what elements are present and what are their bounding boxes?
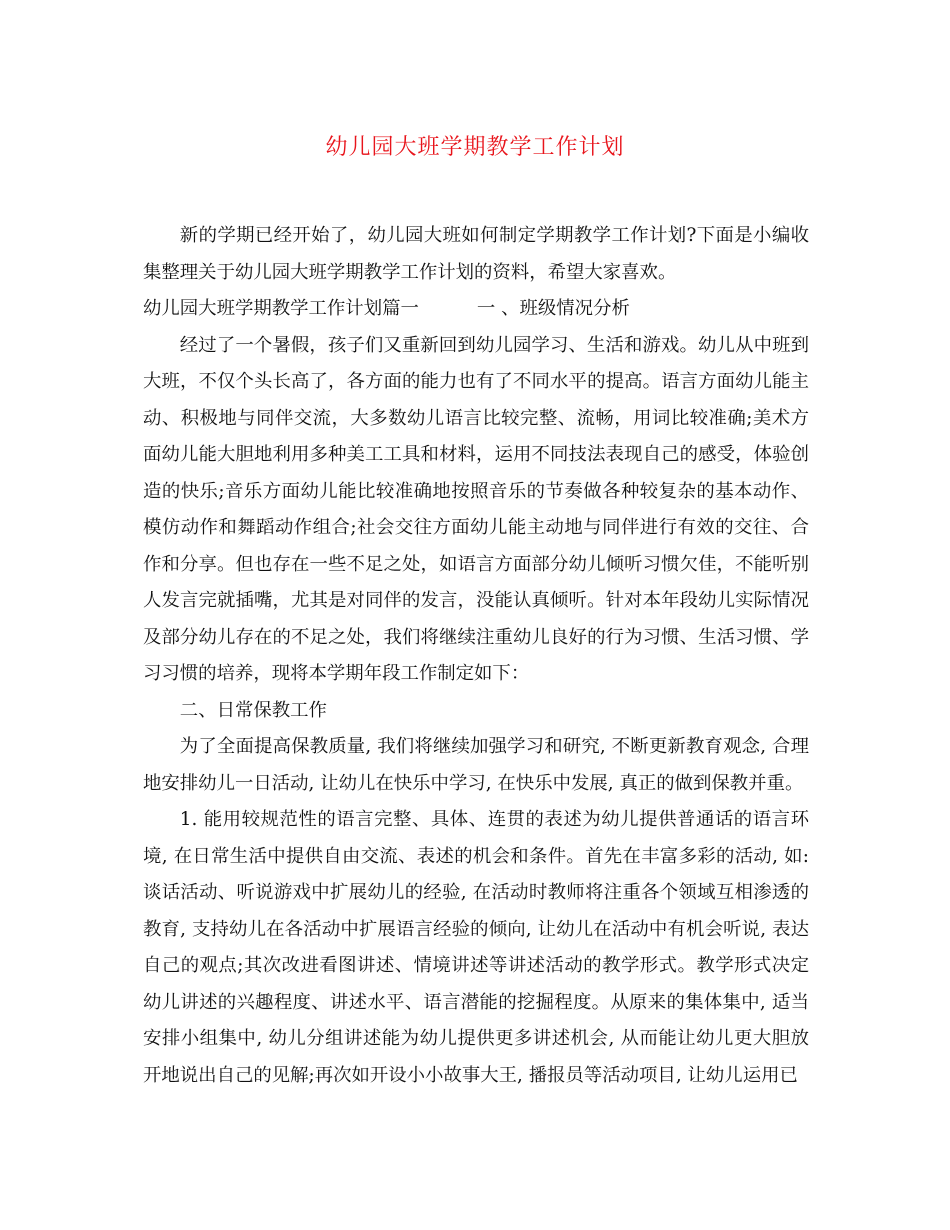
document-title: 幼儿园大班学期教学工作计划 [325, 135, 625, 160]
class-analysis-paragraph: 经过了一个暑假，孩子们又重新回到幼儿园学习、生活和游戏。幼儿从中班到大班，不仅个头长高了，各方面的能力也有了不同水平的提高。语言方面幼儿能主动、积极地与同伴交流，大多数幼儿语言比较完整、流畅，用词比较准确;美术方面幼儿能大胆地利用多种美工工具和材料，运用不同技法表现自己的感受，体验创造的快乐;音乐方面幼儿能比较准确地按照音乐的节奏做各种较复杂的基本动作、模仿动作和舞蹈动作组合;社会交往方面幼儿能主动地与同伴进行有效的交往、合作和分享。但也存在一些不足之处，如语言方面部分幼儿倾听习惯欠佳，不能听别人发言完就插嘴，尤其是对同伴的发言，没能认真倾听。针对本年段幼儿实际情况及部分幼儿存在的不足之处，我们将继续注重幼儿良好的行为习惯、生活习惯、学习习惯的培养，现将本学期年段工作制定如下： [143, 334, 809, 684]
daily-care-heading: 二、日常保教工作 [179, 699, 327, 721]
document-body [143, 218, 809, 1094]
section-heading-line [143, 291, 809, 328]
intro-paragraph: 新的学期已经开始了，幼儿园大班如何制定学期教学工作计划?下面是小编收集整理关于幼儿园大班学期教学工作计划的资料，希望大家喜欢。 [143, 225, 809, 283]
section-heading: 幼儿园大班学期教学工作计划篇一 [143, 298, 419, 319]
language-item-paragraph: 1. 能用较规范性的语言完整、具体、连贯的表述为幼儿提供普通话的语言环境, 在日常生活中提供自由交流、表述的机会和条件。首先在丰富多彩的活动, 如: 谈话活动、听说游戏中扩展幼儿的经验, 在活动时教师将注重各个领域互相渗透的教育, 支持幼儿在各活动中扩展语言经验的倾向, 让幼儿在活动中有机会听说, 表达自己的观点;其次改进看图讲述、情境讲述等讲述活动的教学形式。教学形式决定幼儿讲述的兴趣程度、讲述水平、语言潜能的挖掘程度。从原来的集体集中, 适当安排小组集中, 幼儿分组讲述能为幼儿提供更多讲述机会, 从而能让幼儿更大胆放开地说出自己的见解;再次如开设小小故事大王, 播报员等活动项目, 让幼儿运用已 [143, 809, 809, 1086]
daily-care-paragraph: 为了全面提高保教质量, 我们将继续加强学习和研究, 不断更新教育观念, 合理地安排幼儿一日活动, 让幼儿在快乐中学习, 在快乐中发展, 真正的做到保教并重。 [143, 736, 809, 794]
section-subheading: 一 、班级情况分析 [476, 298, 630, 319]
